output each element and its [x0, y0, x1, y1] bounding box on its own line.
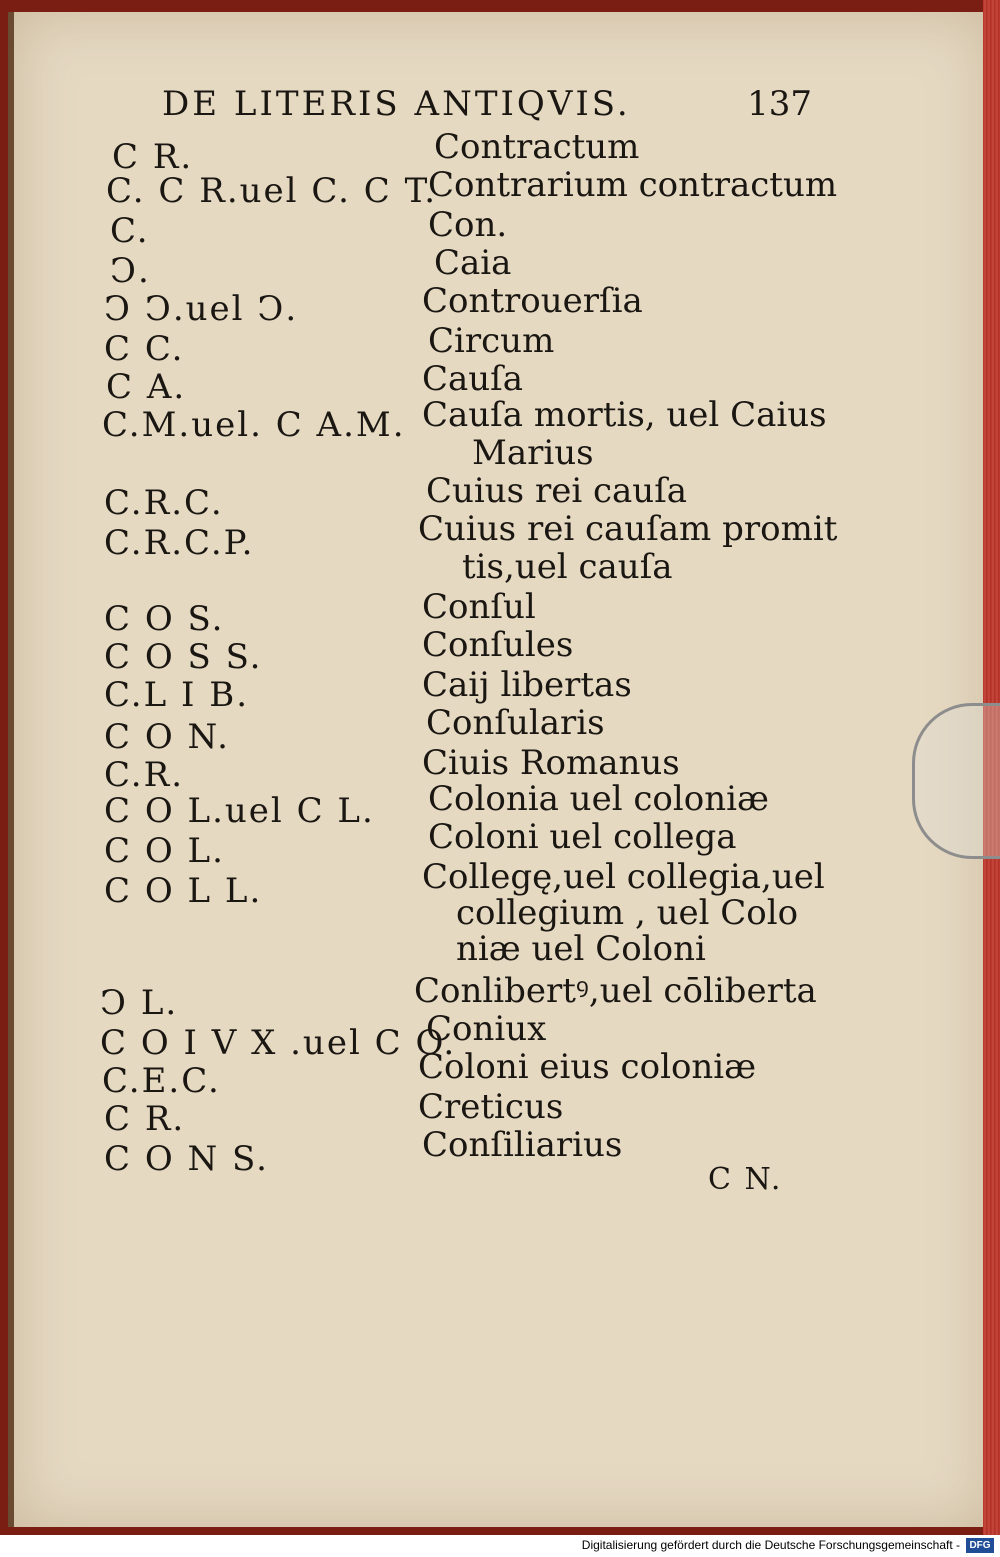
- entry-abbr: C. C R.uel C. C T.: [106, 171, 438, 211]
- entry-meaning: Conlibertꝰ,uel cōliberta: [414, 971, 817, 1011]
- entry-meaning-continued: niæ uel Coloni: [456, 929, 706, 969]
- entry-meaning: Cauſa: [422, 359, 524, 399]
- entry-meaning: Conſularis: [426, 703, 605, 743]
- running-head-title: DE LITERIS ANTIQVIS.: [162, 84, 631, 124]
- catchword: C N.: [708, 1162, 783, 1197]
- entry-abbr: C.L I B.: [104, 675, 250, 715]
- entry-abbr: Ↄ Ↄ.uel Ↄ.: [104, 289, 299, 329]
- entry-abbr: C O N S.: [104, 1139, 269, 1179]
- entry-meaning: Circum: [428, 321, 555, 361]
- entry-abbr: C A.: [106, 367, 187, 407]
- entry-meaning: Con.: [428, 205, 508, 245]
- entry-meaning: Caij libertas: [422, 665, 632, 705]
- entry-abbr: C R.: [112, 137, 194, 177]
- entry-meaning: Cuius rei cauſam promit: [418, 509, 838, 549]
- entry-meaning: Collegę,uel collegia,uel: [422, 857, 825, 897]
- entry-abbr: Ↄ L.: [100, 983, 179, 1023]
- entry-meaning: Cauſa mortis, uel Caius: [422, 395, 827, 435]
- folio-number: 137: [747, 84, 812, 124]
- entry-abbr: C.R.: [104, 755, 185, 795]
- entry-meaning: Ciuis Romanus: [422, 743, 680, 783]
- entry-meaning: Controuerſia: [422, 281, 643, 321]
- entry-meaning: Coloni uel collega: [428, 817, 737, 857]
- footer-credit: Digitalisierung gefördert durch die Deutsche Forschungsgemeinschaft -: [581, 1538, 960, 1552]
- running-head: [162, 84, 812, 124]
- entry-meaning: Contrarium contractum: [428, 165, 838, 205]
- entry-abbr: C O L L.: [104, 871, 263, 911]
- entry-abbr: C O S.: [104, 599, 225, 639]
- entry-abbr: C O I V X .uel C O.: [100, 1023, 457, 1063]
- entry-abbr: C.: [110, 211, 150, 251]
- entry-meaning: Caia: [434, 243, 512, 283]
- entry-abbr: C.R.C.P.: [104, 523, 255, 563]
- dfg-logo-icon: DFG: [966, 1538, 994, 1553]
- entry-abbr: C.R.C.: [104, 483, 224, 523]
- entry-abbr: C R.: [104, 1099, 186, 1139]
- entry-abbr: C O L.: [104, 831, 225, 871]
- entry-meaning: Conſules: [422, 625, 574, 665]
- entry-meaning: Cuius rei cauſa: [426, 471, 688, 511]
- entry-meaning: Contractum: [434, 127, 640, 167]
- entry-abbr: C O S S.: [104, 637, 263, 677]
- entry-abbr: C C.: [104, 329, 185, 369]
- entry-abbr: C.E.C.: [102, 1061, 221, 1101]
- entry-meaning: Coniux: [426, 1009, 547, 1049]
- entry-meaning-continued: collegium , uel Colo: [456, 893, 799, 933]
- footer: [0, 1535, 1000, 1557]
- entry-meaning-continued: Marius: [472, 433, 594, 473]
- entry-meaning: Conſul: [422, 587, 536, 627]
- entry-meaning: Colonia uel coloniæ: [428, 779, 769, 819]
- entry-abbr: C.M.uel. C A.M.: [102, 405, 406, 445]
- entry-abbr: Ↄ.: [110, 251, 151, 291]
- entry-abbr: C O L.uel C L.: [104, 791, 375, 831]
- page-clip: [912, 703, 1000, 859]
- entry-meaning: Coloni eius coloniæ: [418, 1047, 757, 1087]
- entry-meaning: Creticus: [418, 1087, 564, 1127]
- entry-meaning-continued: tis,uel cauſa: [462, 547, 673, 587]
- entry-meaning: Conſiliarius: [422, 1125, 623, 1165]
- entry-abbr: C O N.: [104, 717, 230, 757]
